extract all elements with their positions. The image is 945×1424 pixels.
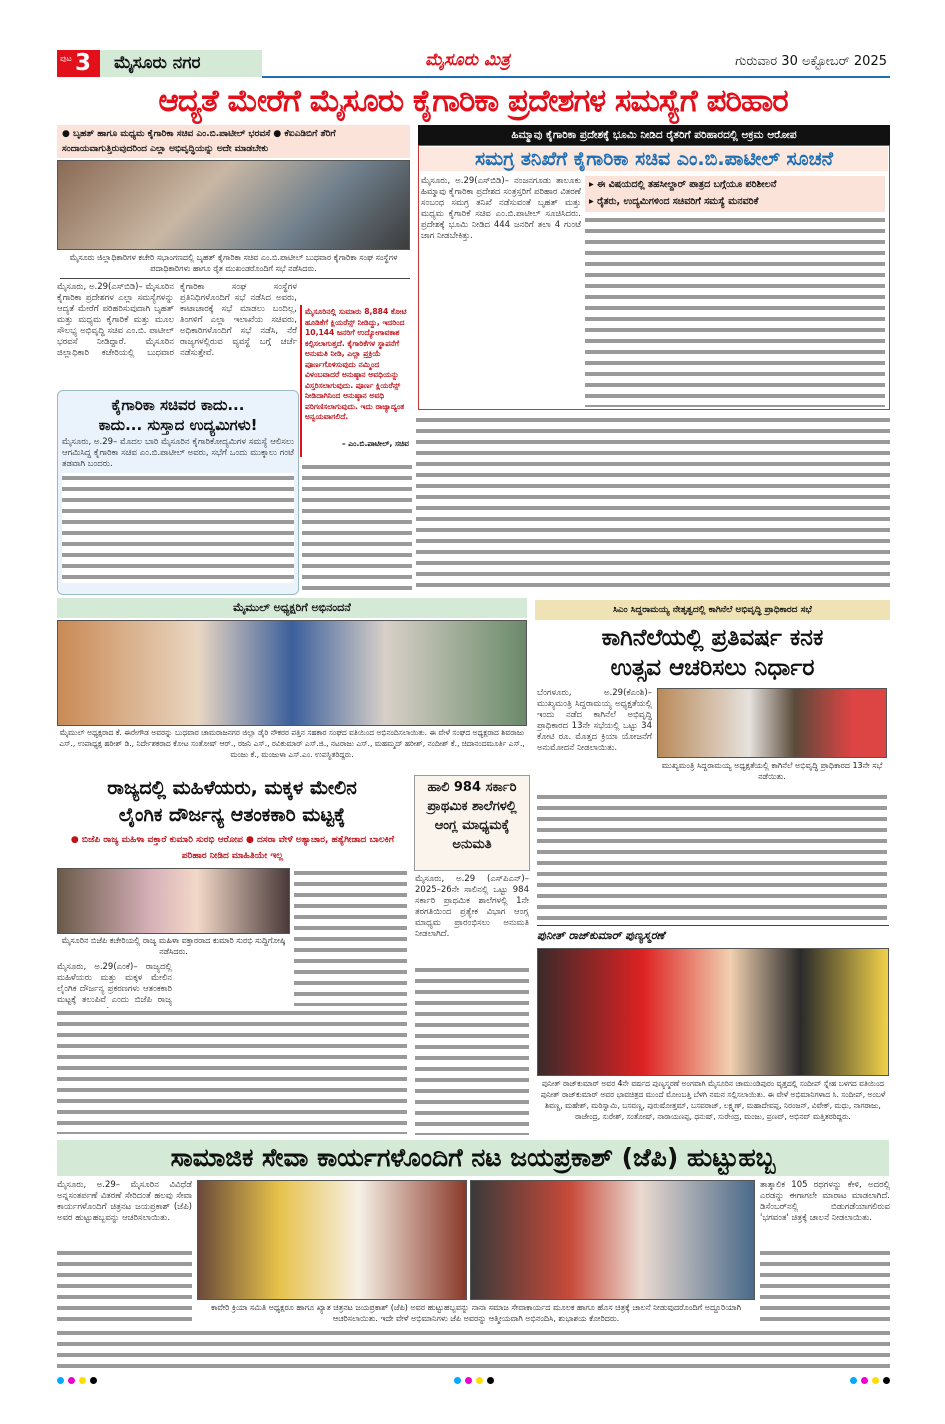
- header-rule: [262, 76, 890, 78]
- lead-headline: ಆದ್ಯತೆ ಮೇರೆಗೆ ಮೈಸೂರು ಕೈಗಾರಿಕಾ ಪ್ರದೇಶಗಳ ಸಮಸ್ಯೆಗೆ ಪರಿಹಾರ: [158, 83, 788, 119]
- punith-heading: ಪುನೀತ್ ರಾಜ್‌ಕುಮಾರ್ ಪುಣ್ಯಸ್ಮರಣೆ: [537, 929, 665, 942]
- schools-body: ಮೈಸೂರು, ಅ.29 (ಎಸ್‌ಪಿಎನ್)– 2025–26ನೇ ಸಾಲಿನಲ್ಲಿ ಒಟ್ಟು 984 ಸರ್ಕಾರಿ ಪ್ರಾಥಮಿಕ ಶಾಲೆಗಳಲ್ಲಿ 1ನೇ ತರಗತಿಯಿಂದ ಪ್ರತ್ಯೇಕ ವಿಭಾಗ ಆಂಗ್ಲ ಮಾಧ್ಯಮ ಪ್ರಾರಂಭಿಸಲು ಅನುಮತಿ ನೀಡಲಾಗಿದೆ.: [415, 874, 529, 939]
- page-number: 3: [75, 50, 92, 76]
- registration-dots: [57, 1377, 97, 1385]
- kaginele-banner: ಸಿಎಂ ಸಿದ್ದರಾಮಯ್ಯ ನೇತೃತ್ವದಲ್ಲಿ ಕಾಗಿನೆಲೆ ಅಭಿವೃದ್ಧಿ ಪ್ರಾಧಿಕಾರದ ಸಭೆ: [535, 600, 890, 620]
- punith-rule: [537, 925, 889, 926]
- highlight-byline: – ಎಂ.ಬಿ.ಪಾಟೀಲ್, ಸಚಿವ: [341, 439, 409, 448]
- mymul-banner: ಮೈಮುಲ್ ಅಧ್ಯಕ್ಷರಿಗೆ ಅಭಿನಂದನೆ: [57, 598, 527, 618]
- registration-dots: [454, 1377, 494, 1385]
- issue-date: ಗುರುವಾರ 30 ಅಕ್ಟೋಬರ್ 2025: [735, 54, 887, 69]
- lead-photo-caption: ಮೈಸೂರು ಜಿಲ್ಲಾಧಿಕಾರಿಗಳ ಕಚೇರಿ ಸಭಾಂಗಣದಲ್ಲಿ ಬೃಹತ್ ಕೈಗಾರಿಕಾ ಸಚಿವ ಎಂ.ಬಿ.ಪಾಟೀಲ್ ಬುಧವಾರ ಕೈಗಾರಿಕಾ ಸಂಘ ಸಂಸ್ಥೆಗಳ ಪದಾಧಿಕಾರಿಗಳು ಹಾಗೂ ರೈತ ಮುಖಂಡರೊಂದಿಗೆ ಸಭೆ ನಡೆಸಿದರು.: [69, 253, 398, 273]
- jp-body-left-continued: [57, 1248, 192, 1326]
- jp-photo-2: [470, 1180, 755, 1300]
- schools-headline: ಹಾಲಿ 984 ಸರ್ಕಾರಿ ಪ್ರಾಥಮಿಕ ಶಾಲೆಗಳಲ್ಲಿ ಆಂಗ್ಲ ಮಾಧ್ಯಮಕ್ಕೆ ಅನುಮತಿ: [414, 775, 530, 871]
- mymul-photo: [57, 620, 527, 726]
- divider: [60, 278, 410, 279]
- kaginele-body: ಬೆಂಗಳೂರು, ಅ.29(ಕೆಎಂಶಿ)– ಮುಖ್ಯಮಂತ್ರಿ ಸಿದ್ದರಾಮಯ್ಯ ಅಧ್ಯಕ್ಷತೆಯಲ್ಲಿ ಇಂದು ನಡೆದ ಕಾಗಿನೆಲೆ ಅಭಿವೃದ್ಧಿ ಪ್ರಾಧಿಕಾರದ 13ನೇ ಸಭೆಯಲ್ಲಿ ಒಟ್ಟು 34 ಕೋಟಿ ರೂ. ಮೊತ್ತದ ಕ್ರಿಯಾ ಯೋಜನೆಗೆ ಅನುಮೋದನೆ ನೀಡಲಾಯಿತು.: [537, 688, 652, 753]
- kaginele-photo: [657, 688, 887, 758]
- bullet-item: ▸ ಈ ವಿಷಯದಲ್ಲಿ ತಹಸೀಲ್ದಾರ್ ಪಾತ್ರದ ಬಗ್ಗೆಯೂ ಪರಿಶೀಲನೆ: [589, 179, 777, 190]
- section-name: ಮೈಸೂರು ನಗರ: [100, 50, 262, 77]
- women-body-side: [294, 868, 407, 1006]
- sidebox: [57, 390, 299, 595]
- women-headline-2: ಲೈಂಗಿಕ ದೌರ್ಜನ್ಯ ಆತಂಕಕಾರಿ ಮಟ್ಟಕ್ಕೆ: [118, 804, 346, 826]
- bullet-text: ಈ ವಿಷಯದಲ್ಲಿ ತಹಸೀಲ್ದಾರ್ ಪಾತ್ರದ ಬಗ್ಗೆಯೂ ಪರಿಶೀಲನೆ: [597, 179, 777, 190]
- himmavu-headline: ಸಮಗ್ರ ತನಿಖೆಗೆ ಕೈಗಾರಿಕಾ ಸಚಿವ ಎಂ.ಬಿ.ಪಾಟೀಲ್ ಸೂಚನೆ: [420, 147, 888, 171]
- punith-caption: ಪುನೀತ್ ರಾಜ್‌ಕುಮಾರ್ ಅವರ 4ನೇ ವರ್ಷದ ಪುಣ್ಯಸ್ಮರಣೆ ಅಂಗವಾಗಿ ಮೈಸೂರಿನ ಚಾಮುಂಡಿಪುರಂ ವೃತ್ತದಲ್ಲಿ ಸಂದೀಪ್ ಸ್ನೇಹ ಬಳಗದ ವತಿಯಿಂದ ಪುನೀತ್ ರಾಜ್‌ಕುಮಾರ್ ಅವರ ಭಾವಚಿತ್ರದ ಮುಂದೆ ಮೋಂಬತ್ತಿ ಬೆಳಗಿ ನಮನ ಸಲ್ಲಿಸಲಾಯಿತು. ಈ ವೇಳೆ ಅಭಿಮಾನಿಗಳಾದ ಸಿ. ಸಂದೀಪ್, ಅಂಬಳೆ ಶಿವಣ್ಣ, ಮಹೇಶ್, ಮರಿಸ್ವಾಮಿ, ಬಸವಣ್ಣ, ಪುರುಷೋತ್ತಮ್, ಬಸವರಾಜ್, ಲಕ್ಷ್ಮಣ್, ಮಹಾದೇವಪ್ಪ, ನಿರಂಜನ್, ವಿವೇಕ್, ಮಧು, ನಾಗರಾಜು, ರಾಜೇಂದ್ರ, ಸುರೇಶ್, ಸಂತೋಷ್, ನಾರಾಯಣಪ್ಪ, ಧನುಷ್, ಸುರೇಂದ್ರ, ಮಂಜು, ಪ್ರಣವ್, ಅಭಿನವ್ ಮತ್ತಿತರರಿದ್ದರು.: [540, 1079, 886, 1121]
- page-columns-text: [416, 415, 890, 593]
- kaginele-headline-2: ಉತ್ಸವ ಆಚರಿಸಲು ನಿರ್ಧಾರ: [610, 655, 815, 681]
- women-photo: [57, 868, 290, 934]
- lead-body: ಮೈಸೂರು, ಅ.29(ಎಸ್‌ಬಿಡಿ)– ಮೈಸೂರಿನ ಕೈಗಾರಿಕಾ ಪ್ರದೇಶಗಳ ಎಲ್ಲಾ ಸಮಸ್ಯೆಗಳನ್ನು ಆದ್ಯತೆ ಮೇರೆಗೆ ಪರಿಹರಿಸುವುದಾಗಿ ಬೃಹತ್ ಮತ್ತು ಮಧ್ಯಮ ಕೈಗಾರಿಕೆ ಮತ್ತು ಮೂಲ ಸೌಲಭ್ಯ ಅಭಿವೃದ್ಧಿ ಸಚಿವ ಎಂ.ಬಿ. ಪಾಟೀಲ್ ಭರವಸೆ ನೀಡಿದ್ದಾರೆ. ಮೈಸೂರಿನ ಜಿಲ್ಲಾಧಿಕಾರಿ ಕಚೇರಿಯಲ್ಲಿ ಬುಧವಾರ ಕೈಗಾರಿಕಾ ಸಂಘ ಸಂಸ್ಥೆಗಳ ಪ್ರತಿನಿಧಿಗಳೊಂದಿಗೆ ಸಭೆ ನಡೆಸಿದ ಅವರು, ಕಾಟಾಚಾರಕ್ಕೆ ಸಭೆ ಮಾಡಲು ಬಂದಿಲ್ಲ, ತಿಂಗಳಿಗೆ ಎಲ್ಲಾ ಇಲಾಖೆಯ ಸಚಿವರು, ಅಧಿಕಾರಿಗಳೊಂದಿಗೆ ಸಭೆ ನಡೆಸಿ, ನೆರೆ ರಾಜ್ಯಗಳಲ್ಲಿರುವ ವ್ಯವಸ್ಥೆ ಬಗ್ಗೆ ಚರ್ಚೆ ನಡೆಸುತ್ತೇವೆ.: [57, 282, 297, 358]
- registration-dots: [850, 1377, 890, 1385]
- schools-body-continued: [415, 965, 529, 1135]
- himmavu-body: ಮೈಸೂರು, ಅ.29(ಎಸ್‌ಬಿಡಿ)– ನಂಜನಗೂಡು ತಾಲೂಕು ಹಿಮ್ಮಾವು ಕೈಗಾರಿಕಾ ಪ್ರದೇಶದ ಸಂತ್ರಸ್ತರಿಗೆ ಪರಿಹಾರ ವಿತರಣೆ ಸಂಬಂಧ ಸಮಗ್ರ ತನಿಖೆ ನಡೆಸುವಂತೆ ಬೃಹತ್ ಮತ್ತು ಮಧ್ಯಮ ಕೈಗಾರಿಕೆ ಸಚಿವ ಎಂ.ಬಿ.ಪಾಟೀಲ್ ಸೂಚಿಸಿದರು. ಪ್ರದೇಶಕ್ಕೆ ಭೂಮಿ ನೀಡಿದ 444 ಜನರಿಗೆ ತಲಾ 4 ಗುಂಟೆ ಜಾಗ ನೀಡಬೇಕಿತ್ತು.: [421, 176, 581, 241]
- sidebox-body: ಮೈಸೂರು, ಅ.29– ಮೊದಲ ಬಾರಿ ಮೈಸೂರಿನ ಕೈಗಾರಿಕೋದ್ಯಮಿಗಳ ಸಮಸ್ಯೆ ಆಲಿಸಲು ಆಗಮಿಸಿದ್ದ ಕೈಗಾರಿಕಾ ಸಚಿವ ಎಂ.ಬಿ.ಪಾಟೀಲ್ ಅವರು, ಸಭೆಗೆ ಒಂದು ಮುಕ್ಕಾಲು ಗಂಟೆ ತಡವಾಗಿ ಬಂದರು.: [62, 437, 294, 469]
- bullet-item: ▸ ರೈತರು, ಉದ್ಯಮಿಗಳಿಂದ ಸಚಿವರಿಗೆ ಸಮಸ್ಯೆ ಮನವರಿಕೆ: [589, 196, 759, 207]
- page-label: ಪುಟ: [60, 54, 72, 63]
- jp-photo-1: [197, 1180, 467, 1300]
- sidebox-body-continued: [62, 473, 294, 583]
- women-headline-1: ರಾಜ್ಯದಲ್ಲಿ ಮಹಿಳೆಯರು, ಮಕ್ಕಳ ಮೇಲಿನ: [107, 777, 357, 799]
- jp-caption: ಕಾವೇರಿ ಕ್ರಿಯಾ ಸಮಿತಿ ಅಧ್ಯಕ್ಷರೂ ಹಾಗೂ ಖ್ಯಾತ ಚಿತ್ರನಟ ಜಯಪ್ರಕಾಶ್ (ಜೆಪಿ) ಅವರ ಹುಟ್ಟುಹಬ್ಬವನ್ನು ನಾನಾ ಸಮಾಜ ಸೇವಾಕಾರ್ಯದ ಮೂಲಕ ಹಾಗೂ ಹೊಸ ಚಿತ್ರಕ್ಕೆ ಚಾಲನೆ ನೀಡುವುದರೊಂದಿಗೆ ಅದ್ದೂರಿಯಾಗಿ ಆಚರಿಸಲಾಯಿತು. ಇದೇ ವೇಳೆ ಅಭಿಮಾನಿಗಳು ಜೆಪಿ ಅವರನ್ನು ಆತ್ಮೀಯವಾಗಿ ಅಭಿನಂದಿಸಿ, ಶುಭಾಶಯ ಕೋರಿದರು.: [210, 1303, 742, 1323]
- kaginele-body-continued: [537, 792, 887, 922]
- lead-photo: [57, 160, 410, 250]
- sidebox-headline-2: ಕಾದು... ಸುಸ್ತಾದ ಉದ್ಯಮಿಗಳು!: [98, 416, 258, 434]
- page-number-badge: [57, 50, 100, 77]
- himmavu-bullets: [585, 176, 885, 212]
- kaginele-headline-1: ಕಾಗಿನೆಲೆಯಲ್ಲಿ ಪ್ರತಿವರ್ಷ ಕನಕ: [601, 625, 824, 651]
- jp-headline: ಸಾಮಾಜಿಕ ಸೇವಾ ಕಾರ್ಯಗಳೊಂದಿಗೆ ನಟ ಜಯಪ್ರಕಾಶ್ (ಜೆಪಿ) ಹುಟ್ಟುಹಬ್ಬ: [57, 1140, 889, 1176]
- lead-subhead: ● ಬೃಹತ್ ಹಾಗೂ ಮಧ್ಯಮ ಕೈಗಾರಿಕಾ ಸಚಿವ ಎಂ.ಬಿ.ಪಾಟೀಲ್ ಭರವಸೆ ● ಕೆಐಎಡಿಬಿಗೆ ತೆರಿಗೆ ಸಂದಾಯವಾಗುತ್ತಿರುವುದರಿಂದ ಎಲ್ಲಾ ಅಭಿವೃದ್ಧಿಯನ್ನು ಅದೇ ಮಾಡಬೇಕು: [57, 125, 410, 158]
- mymul-caption: ಮೈಮುಲ್ ಅಧ್ಯಕ್ಷರಾದ ಕೆ. ಈರೇಗೌಡ ಅವರನ್ನು ಬುಧವಾರ ಚಾಮರಾಜನಗರ ಜಿಲ್ಲಾ ಡೈರಿ ನೌಕರರ ಪತ್ತಿನ ಸಹಕಾರ ಸಂಘದ ವತಿಯಿಂದ ಅಭಿನಂದಿಸಲಾಯಿತು. ಈ ವೇಳೆ ಸಂಘದ ಅಧ್ಯಕ್ಷರಾದ ಶಿವರಾಜು ಎಸ್., ಉಪಾಧ್ಯಕ್ಷ ಹರೀಶ್ ಡಿ., ನಿರ್ದೇಶಕರಾದ ಕೋಟ ಸಂತೋಷ್ ಆರ್., ರಜನಿ ಎಸ್., ರವಿಕುಮಾರ್ ಎಸ್.ಜಿ., ನಟರಾಜು ಎಸ್., ಮಹಮ್ಮದ್ ಹರೀಶ್, ನಂದೀಶ್ ಕೆ., ಚಿದಾನಂದಮೂರ್ತಿ ಎಸ್., ಮಂಜು ಕೆ., ಮಂಜುಳಾ ಎಸ್.ಎಂ. ಉಪಸ್ಥಿತರಿದ್ದರು.: [59, 728, 525, 759]
- highlight-text: ಮೈಸೂರಿನಲ್ಲಿ ಸುಮಾರು 8,884 ಕೋಟಿ ಹೂಡಿಕೆಗೆ ಕ್ಲಿಯರೆನ್ಸ್ ನೀಡಿದ್ದು, ಇದರಿಂದ 10,144 ಜನರಿಗೆ ಉದ್ಯೋಗಾವಕಾಶ ಕಲ್ಪಿಸಲಾಗುತ್ತದೆ. ಕೈಗಾರಿಕೆಗಳ ಸ್ಥಾಪನೆಗೆ ಅನುಮತಿ ನೀಡಿ, ಎಲ್ಲಾ ಪ್ರಕ್ರಿಯೆ ಪೂರ್ಣಗೊಳಿಸುವುದು ನಮ್ಮಿಂದ ವಿಳಂಬವಾದರೆ ಅನುಷ್ಠಾನ ಅವಧಿಯನ್ನು ವಿಸ್ತರಿಸಲಾಗುವುದು. ಪೂರ್ಣ ಕ್ಲಿಯರೆನ್ಸ್ ನೀಡಿದಾಗಿನಿಂದ ಅನುಷ್ಠಾನ ಅವಧಿ ಪರಿಗಣಿಸಲಾಗುವುದು. ಇದು ರಾಜ್ಯಾದ್ಯಂತ ಅನ್ವಯವಾಗಲಿದೆ.: [305, 307, 407, 421]
- jp-body-right-continued: [760, 1248, 890, 1326]
- masthead: ಮೈಸೂರು ಮಿತ್ರ: [425, 50, 510, 70]
- kaginele-caption: ಮುಖ್ಯಮಂತ್ರಿ ಸಿದ್ದರಾಮಯ್ಯ ಅಧ್ಯಕ್ಷತೆಯಲ್ಲಿ ಕಾಗಿನೆಲೆ ಅಭಿವೃದ್ಧಿ ಪ್ರಾಧಿಕಾರದ 13ನೇ ಸಭೆ ನಡೆಯಿತು.: [657, 760, 887, 788]
- color-registration-marks: [57, 1377, 890, 1385]
- women-subhead: ● ಬಿಜೆಪಿ ರಾಜ್ಯ ಮಹಿಳಾ ವಕ್ತಾರೆ ಕುಮಾರಿ ಸುರಭಿ ಆರೋಪ ● ದಸರಾ ವೇಳೆ ಅತ್ಯಾಚಾರ, ಹತ್ಯೆಗೀಡಾದ ಬಾಲಕಿಗೆ ಪರಿಹಾರ ನೀಡಿದ ಮಾಹಿತಿಯೇ ಇಲ್ಲ: [70, 835, 395, 861]
- women-body: ಮೈಸೂರು, ಅ.29(ಎಂಕೆ)– ರಾಜ್ಯದಲ್ಲಿ ಮಹಿಳೆಯರು ಮತ್ತು ಮಕ್ಕಳ ಮೇಲಿನ ಲೈಂಗಿಕ ದೌರ್ಜನ್ಯ ಪ್ರಕರಣಗಳು ಆತಂಕಕಾರಿ ಮಟ್ಟಕ್ಕೆ ತಲುಪಿವೆ ಎಂದು ಬಿಜೆಪಿ ರಾಜ್ಯ: [57, 962, 172, 1005]
- punith-photo: [537, 948, 889, 1076]
- women-caption: ಮೈಸೂರಿನ ಬಿಜೆಪಿ ಕಚೇರಿಯಲ್ಲಿ ರಾಜ್ಯ ಮಹಿಳಾ ವಕ್ತಾರರಾದ ಕುಮಾರಿ ಸುರಭಿ ಸುದ್ದಿಗೋಷ್ಠಿ ನಡೆಸಿದರು.: [61, 936, 286, 956]
- jp-body-bottom: [57, 1328, 890, 1372]
- jp-body-right: ತಾತ್ಕಾಲಿಕ 105 ರಥಗಳನ್ನು ಕೇಳಿ, ಅದರಲ್ಲಿ ಎರಡನ್ನು ಈಗಾಗಲೇ ಮಾರಾಟ ಮಾಡಲಾಗಿದೆ. ಡಿಸೆಂಬರ್‌ನಲ್ಲಿ ಬಿಡುಗಡೆಯಾಗಲಿರುವ 'ಭಗವಂತ' ಚಿತ್ರಕ್ಕೆ ಚಾಲನೆ ನೀಡಲಾಯಿತು.: [760, 1180, 890, 1223]
- women-body-continued: [57, 1008, 407, 1134]
- highlight-box: [300, 305, 412, 457]
- bullet-text: ರೈತರು, ಉದ್ಯಮಿಗಳಿಂದ ಸಚಿವರಿಗೆ ಸಮಸ್ಯೆ ಮನವರಿಕೆ: [597, 196, 759, 207]
- sidebox-headline-1: ಕೈಗಾರಿಕಾ ಸಚಿವರ ಕಾದು...: [111, 396, 245, 414]
- himmavu-banner: ಹಿಮ್ಮಾವು ಕೈಗಾರಿಕಾ ಪ್ರದೇಶಕ್ಕೆ ಭೂಮಿ ನೀಡಿದ ರೈತರಿಗೆ ಪರಿಹಾರದಲ್ಲಿ ಅಕ್ರಮ ಆರೋಪ: [418, 125, 890, 145]
- lead-body-continued: [302, 462, 412, 594]
- himmavu-body-continued: [585, 215, 885, 407]
- jp-body-left: ಮೈಸೂರು, ಅ.29– ಮೈಸೂರಿನ ವಿವಿಧೆಡೆ ಅನ್ನಸಂತರ್ಪಣೆ ವಿತರಣೆ ಸೇರಿದಂತೆ ಹಲವು ಸೇವಾ ಕಾರ್ಯಗಳೊಂದಿಗೆ ಚಿತ್ರನಟ ಜಯಪ್ರಕಾಶ್ (ಜೆಪಿ) ಅವರ ಹುಟ್ಟುಹಬ್ಬವನ್ನು ಆಚರಿಸಲಾಯಿತು.: [57, 1180, 192, 1223]
